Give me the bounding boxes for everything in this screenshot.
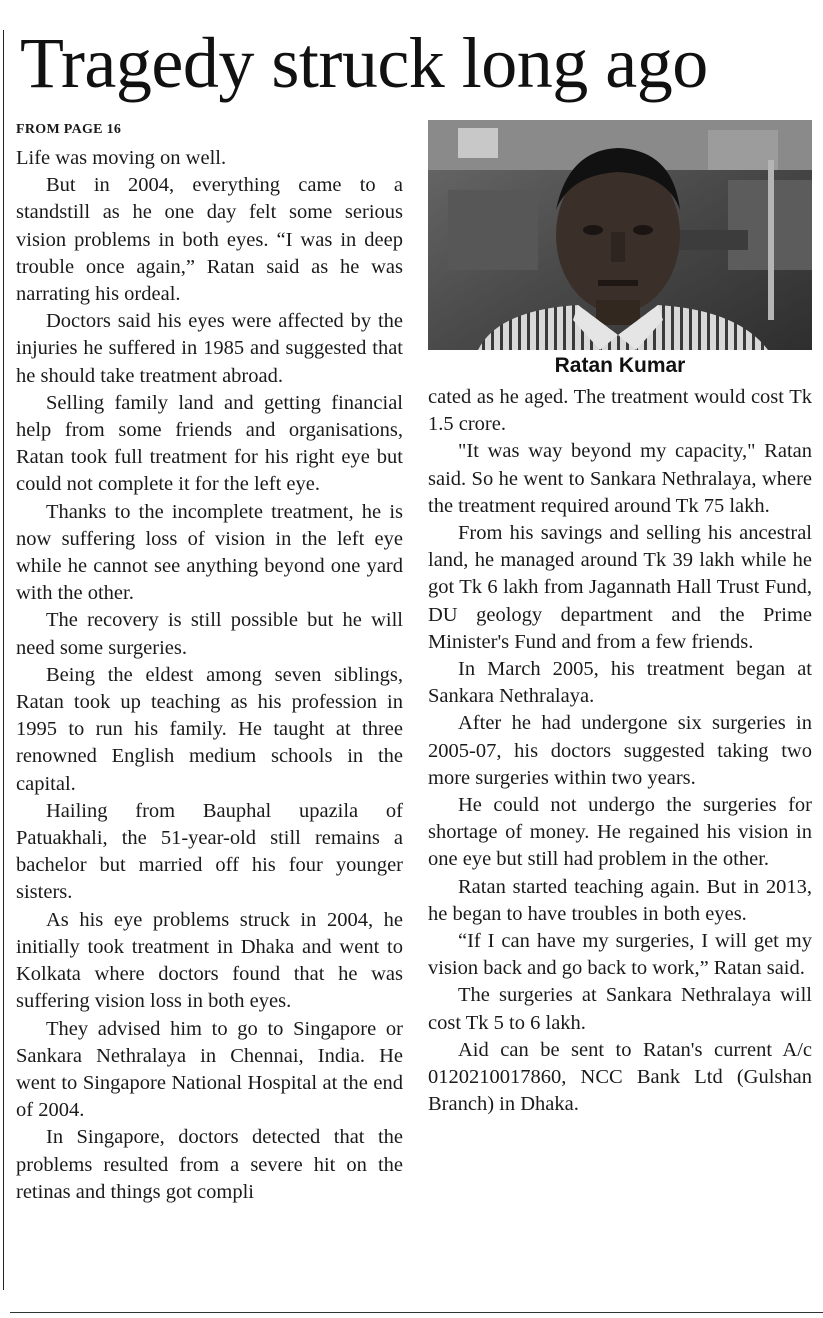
headline: Tragedy struck long ago bbox=[20, 23, 708, 103]
paragraph: Selling family land and getting financial help from some friends and organisations, Ratan took full treatment for his right eye but could not complete it for the left eye. bbox=[16, 391, 403, 496]
photo-caption: Ratan Kumar bbox=[554, 354, 686, 377]
paragraph: Doctors said his eyes were affected by the injuries he suffered in 1985 and suggested that he should take treatment abroad. bbox=[16, 310, 403, 387]
paragraph: Hailing from Bauphal upazila of Patuakhali, the 51-year-old still remains a bachelor but married off his four younger sisters. bbox=[16, 799, 403, 904]
paragraph: The surgeries at Sankara Nethralaya will cost Tk 5 to 6 lakh. bbox=[428, 984, 812, 1034]
column-rule bbox=[3, 30, 4, 1290]
left-column bbox=[16, 145, 403, 1206]
paragraph: “If I can have my surgeries, I will get my vision back and go back to work,” Ratan said. bbox=[428, 930, 812, 980]
right-column bbox=[428, 384, 812, 1118]
paragraph: "It was way beyond my capacity," Ratan said. So he went to Sankara Nethralaya, where the treatment required around Tk 75 lakh. bbox=[428, 440, 812, 517]
paragraph: Ratan started teaching again. But in 2013, he began to have troubles in both eyes. bbox=[428, 875, 812, 925]
paragraph: cated as he aged. The treatment would cost Tk 1.5 crore. bbox=[428, 386, 812, 436]
paragraph: In March 2005, his treatment began at Sankara Nethralaya. bbox=[428, 658, 812, 708]
paragraph: Being the eldest among seven siblings, Ratan took up teaching as his profession in 1995 to run his family. He taught at three renowned English medium schools in the capital. bbox=[16, 663, 403, 795]
paragraph: Aid can be sent to Ratan's current A/c 0120210017860, NCC Bank Ltd (Gulshan Branch) in Dhaka. bbox=[428, 1038, 812, 1116]
paragraph: They advised him to go to Singapore or Sankara Nethralaya in Chennai, India. He went to Singapore National Hospital at the end of 2004. bbox=[16, 1017, 403, 1122]
portrait-photo bbox=[428, 120, 812, 350]
paragraph: Thanks to the incomplete treatment, he is now suffering loss of vision in the left eye while he cannot see anything beyond one yard with the other. bbox=[16, 500, 403, 605]
paragraph: The recovery is still possible but he will need some surgeries. bbox=[16, 609, 403, 659]
paragraph: In Singapore, doctors detected that the problems resulted from a severe hit on the retinas and things got compli bbox=[16, 1126, 403, 1203]
paragraph: From his savings and selling his ancestral land, he managed around Tk 39 lakh while he got Tk 6 lakh from Jagannath Hall Trust Fund, DU geology department and the Prime Minister's Fund and from a few friends. bbox=[428, 522, 812, 653]
paragraph: After he had undergone six surgeries in 2005-07, his doctors suggested taking two more surgeries within two years. bbox=[428, 712, 812, 789]
bottom-rule bbox=[10, 1312, 823, 1313]
paragraph: But in 2004, everything came to a standstill as he one day felt some serious vision problems in both eyes. “I was in deep trouble once again,” Ratan said as he was narrating his ordeal. bbox=[16, 174, 403, 306]
page-jump-label: FROM PAGE 16 bbox=[16, 122, 122, 137]
paragraph: As his eye problems struck in 2004, he initially took treatment in Dhaka and went to Kolkata where doctors found that he was suffering vision loss in both eyes. bbox=[16, 908, 403, 1013]
paragraph: Life was moving on well. bbox=[16, 147, 227, 169]
portrait-photo-graphic bbox=[428, 120, 812, 350]
paragraph: He could not undergo the surgeries for shortage of money. He regained his vision in one eye but still had problem in the other. bbox=[428, 794, 812, 871]
